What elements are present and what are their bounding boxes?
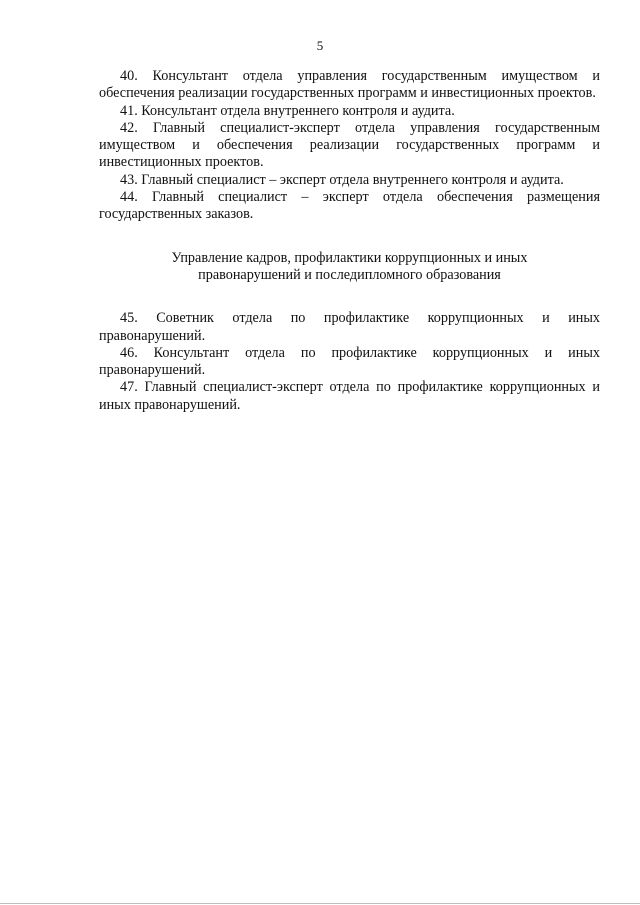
list-item: 47. Главный специалист-эксперт отдела по профилактике коррупционных и иных правонарушений. (99, 379, 600, 413)
document-body (99, 68, 600, 414)
list-item: 45. Советник отдела по профилактике коррупционных и иных правонарушений. (99, 310, 600, 344)
page-number: 5 (316, 38, 324, 53)
section-heading-line: Управление кадров, профилактики коррупционных и иных (171, 249, 528, 266)
list-item: 41. Консультант отдела внутреннего контроля и аудита. (120, 102, 455, 119)
list-item: 42. Главный специалист-эксперт отдела управления государственным имуществом и обеспечения реализации государственных программ и инвестиционных проектов. (99, 119, 600, 171)
list-item: 44. Главный специалист – эксперт отдела обеспечения размещения государственных заказов. (99, 189, 600, 223)
list-item: 46. Консультант отдела по профилактике коррупционных и иных правонарушений. (99, 344, 600, 379)
scan-edge-divider (0, 903, 640, 904)
list-item: 40. Консультант отдела управления государственным имуществом и обеспечения реализации государственных программ и инвестиционных проектов. (99, 68, 600, 102)
section-heading-line: правонарушений и последипломного образования (198, 266, 501, 283)
list-item: 43. Главный специалист – эксперт отдела внутреннего контроля и аудита. (120, 171, 564, 188)
section-heading (99, 250, 600, 285)
